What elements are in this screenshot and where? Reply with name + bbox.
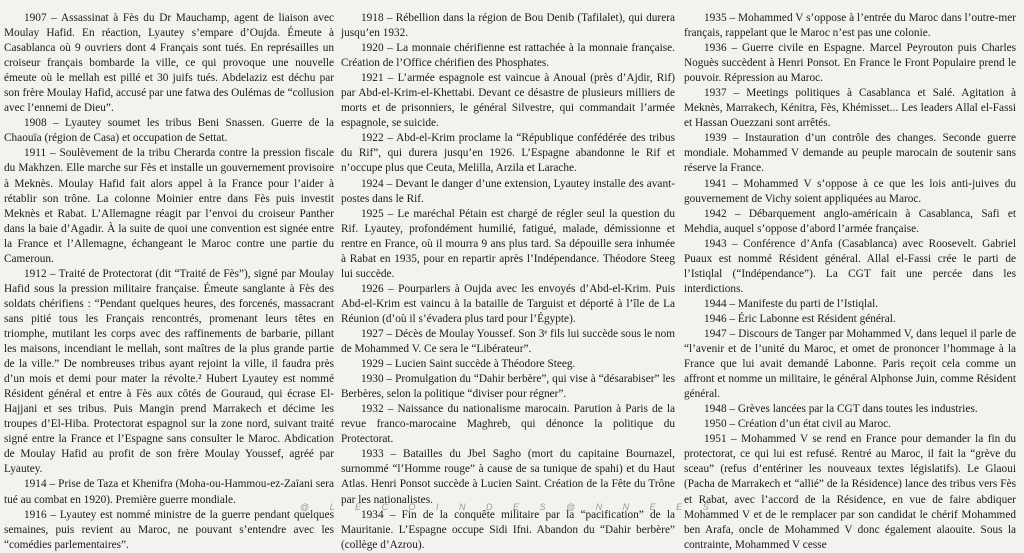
timeline-entry-1944: 1944 – Manifeste du parti de l’Istiqlal. (704, 297, 879, 310)
timeline-entry-1929: 1929 – Lucien Saint succède à Théodore Steeg. (361, 358, 576, 371)
timeline-entry-1908: 1908 – Lyautey soumet les tribus Beni Snassen. Guerre de la Chaouïa (région de Casa) et occupation de Settat. (4, 117, 334, 145)
timeline-entry-1921: 1921 – L’armée espagnole est vaincue à Anoual (près d’Ajdir, Rif) par Abd-el-Krim-el-Khettabi. Devant ce désastre de plusieurs milliers de morts et de prisonniers, le général Silvestre, qui commandait l’armée espagnole, se suicide. (341, 72, 675, 130)
timeline-entry-1922: 1922 – Abd-el-Krim proclame la “République confédérée des tribus du Rif”, qui durera jusqu’en 1926. L’Espagne abandonne le Rif et n’occupe plus que Ceuta, Melilla, Arzila et Larache. (341, 132, 675, 175)
timeline-entry-1942: 1942 – Débarquement anglo-américain à Casablanca, Safi et Mehdia, auquel s’oppose d’abord l’armée française. (684, 207, 1016, 235)
timeline-entry-1925: 1925 – Le maréchal Pétain est chargé de régler seul la question du Rif. Lyautey, profondément humilié, fatigué, malade, démissionne et rentre en France, où il mourra 9 ans plus tard. Sa dépouille sera inhumée à Rabat en 1935, pour en repartir après l’Indépendance. Théodore Steeg lui succède. (341, 207, 675, 280)
timeline-entry-1939: 1939 – Instauration d’un contrôle des changes. Seconde guerre mondiale. Mohammed V demande au peuple marocain de soutenir sans réserve la France. (684, 132, 1016, 175)
timeline-entry-1936: 1936 – Guerre civile en Espagne. Marcel Peyrouton puis Charles Noguès succèdent à Henri Ponsot. En France le Front Populaire prend le pouvoir. Répression au Maroc. (684, 42, 1016, 85)
timeline-entry-1941: 1941 – Mohammed V s’oppose à ce que les lois anti-juives du gouvernement de Vichy soient appliquées au Maroc. (684, 177, 1016, 205)
timeline-entry-1943: 1943 – Conférence d’Anfa (Casablanca) avec Roosevelt. Gabriel Puaux est nommé Résident général. Allal el-Fassi crée le parti de l’Istiqlal (“Indépendance”). La CGT fait une percée dans les interdictions. (684, 237, 1016, 295)
timeline-entry-1951: 1951 – Mohammed V se rend en France pour demander la fin du protectorat, ce qui lui est refusé. Rentré au Maroc, il fait la “grève du sceau” (refus d’entériner les nouveaux textes législatifs). Le Glaoui (Pacha de Marrakech et “allié” de la Résidence) lance des tribus vers Fès et Rabat, avec l’accord de la Résidence, en vue de faire abdiquer Mohammed V et de le remplacer par son candidat le chérif Mohammed ben Arafa, oncle de Mohammed V donc également alaouite. Sous la contrainte, Mohammed V cesse (684, 433, 1016, 551)
timeline-entry-1950: 1950 – Création d’un état civil au Maroc. (704, 418, 891, 431)
timeline-entry-1937: 1937 – Meetings politiques à Casablanca et Salé. Agitation à Meknès, Marrakech, Kénitra, Fès, Khémisset... Les leaders Allal el-Fassi et Hassan Ouezzani sont arrêtés. (684, 87, 1016, 130)
timeline-entry-1933: 1933 – Batailles du Jbel Sagho (mort du capitaine Bournazel, surnommé “l’Homme rouge” à cause de sa tunique de spahi) et du Haut Atlas. Henri Ponsot succède à Lucien Saint. Création de la Fête du Trône par les nationalistes. (341, 448, 675, 506)
timeline-column-2 (341, 11, 675, 553)
timeline-entry-1934: 1934 – Fin de la conquête militaire par la “pacification” de la Mauritanie. L’Espagne occupe Sidi Ifni. Abandon du “Dahir berbère” (collège d’Azrou). (341, 508, 675, 551)
timeline-entry-1920: 1920 – La monnaie chérifienne est rattachée à la monnaie française. Création de l’Office chérifien des Phosphates. (341, 42, 675, 70)
timeline-entry-1912: 1912 – Traité de Protectorat (dit “Traité de Fès”), signé par Moulay Hafid sous la pression militaire française. Émeute sanglante à Fès des soldats chérifiens : “Pendant quelques heures, des forcenés, massacrant sans pitié tous les Français rencontrés, promenant leurs têtes en triomphe, mutilant les corps avec des raffinements de barbarie, pillant les maisons, incendiant le mellah, sont maîtres de la plus grande partie de la ville.” De nombreuses tribus ayant rejoint la ville, il faudra près d’un mois et demi pour mater la révolte.² Hubert Lyautey est nommé Résident général et entre à Fès aux côtés de Gouraud, qui écrase El-Hajjani et ses tribus. Puis Mangin prend Marrakech et décime les troupes d’El-Hiba. Protectorat espagnol sur la zone nord, suivant traité signé entre la France et l’Espagne sans consulter le Maroc. Abdication de Moulay Hafid au profit de son frère Moulay Youssef, agréé par Lyautey. (4, 267, 334, 476)
timeline-entry-1948: 1948 – Grèves lancées par la CGT dans toutes les industries. (704, 403, 978, 416)
timeline-entry-1927: 1927 – Décès de Moulay Youssef. Son 3ᵉ fils lui succède sous le nom de Mohammed V. Ce sera le “Libérateur”. (341, 327, 675, 356)
timeline-entry-1924: 1924 – Devant le danger d’une extension, Lyautey installe des avant-postes dans le Rif. (341, 177, 675, 205)
timeline-entry-1911: 1911 – Soulèvement de la tribu Cherarda contre la pression fiscale du Makhzen. Elle marche sur Fès et installe un gouvernement provisoire à Meknès. Moulay Hafid fait alors appel à la France pour l’aider à rétablir son trône. La colonne Moinier entre dans Fès puis investit Meknès et Rabat. L’Allemagne réagit par l’envoi du croiseur Panther dans la baie d’Agadir. À la suite de quoi une convention est signée entre la France et l’Allemagne, échangeant le Maroc contre une partie du Cameroun. (4, 147, 334, 265)
timeline-entry-1926: 1926 – Pourparlers à Oujda avec les envoyés d’Abd-el-Krim. Puis Abd-el-Krim est vaincu à la bataille de Targuist et déporté à l’île de La Réunion (d’où il s’évadera plus tard pour l’Égypte). (341, 282, 675, 325)
timeline-entry-1947: 1947 – Discours de Tanger par Mohammed V, dans lequel il parle de “l’avenir et de l’unité du Maroc, et omet de prononcer l’hommage à la France que lui avait demandé Labonne. Paris reçoit cela comme un affront et nomme un militaire, le général Alphonse Juin, comme Résident général. (684, 327, 1016, 401)
timeline-column-3 (684, 11, 1016, 553)
timeline-entry-1930: 1930 – Promulgation du “Dahir berbère”, qui vise à “désarabiser” les Berbères, selon la politique “diviser pour régner”. (341, 373, 675, 401)
watermark: @ L E C O I N D E S @ N N E E S (300, 502, 718, 512)
timeline-entry-1916: 1916 – Lyautey est nommé ministre de la guerre pendant quelques semaines, puis revient au Maroc, ne pouvant s’entendre avec les “comédies parlementaires”. (4, 508, 334, 551)
timeline-entry-1907: 1907 – Assassinat à Fès du Dr Mauchamp, agent de liaison avec Moulay Hafid. En réaction, Lyautey s’empare d’Oujda. Émeute à Casablanca où 9 ouvriers dont 4 Français sont tués. En représailles un croiseur français bombarde la ville, ce qui provoque une nouvelle émeute où le mellah est pillé et 30 juifs tués. Abdelaziz est déchu par son frère Moulay Hafid, accusé par une fatwa des Oulémas de “collusion avec l’ennemi de Dieu”. (4, 12, 334, 115)
timeline-column-1 (4, 11, 334, 553)
timeline-entry-1914: 1914 – Prise de Taza et Khenifra (Moha-ou-Hammou-ez-Zaïani sera tué au combat en 1920). Première guerre mondiale. (4, 478, 334, 506)
timeline-entry-1935: 1935 – Mohammed V s’oppose à l’entrée du Maroc dans l’outre-mer français, rappelant que le Maroc n’est pas une colonie. (684, 12, 1016, 40)
timeline-entry-1932: 1932 – Naissance du nationalisme marocain. Parution à Paris de la revue franco-marocaine Maghreb, qui dénonce la politique du Protectorat. (341, 403, 675, 446)
timeline-entry-1918: 1918 – Rébellion dans la région de Bou Denib (Tafilalet), qui durera jusqu’en 1932. (341, 12, 675, 40)
timeline-entry-1946: 1946 – Éric Labonne est Résident général. (704, 312, 896, 325)
